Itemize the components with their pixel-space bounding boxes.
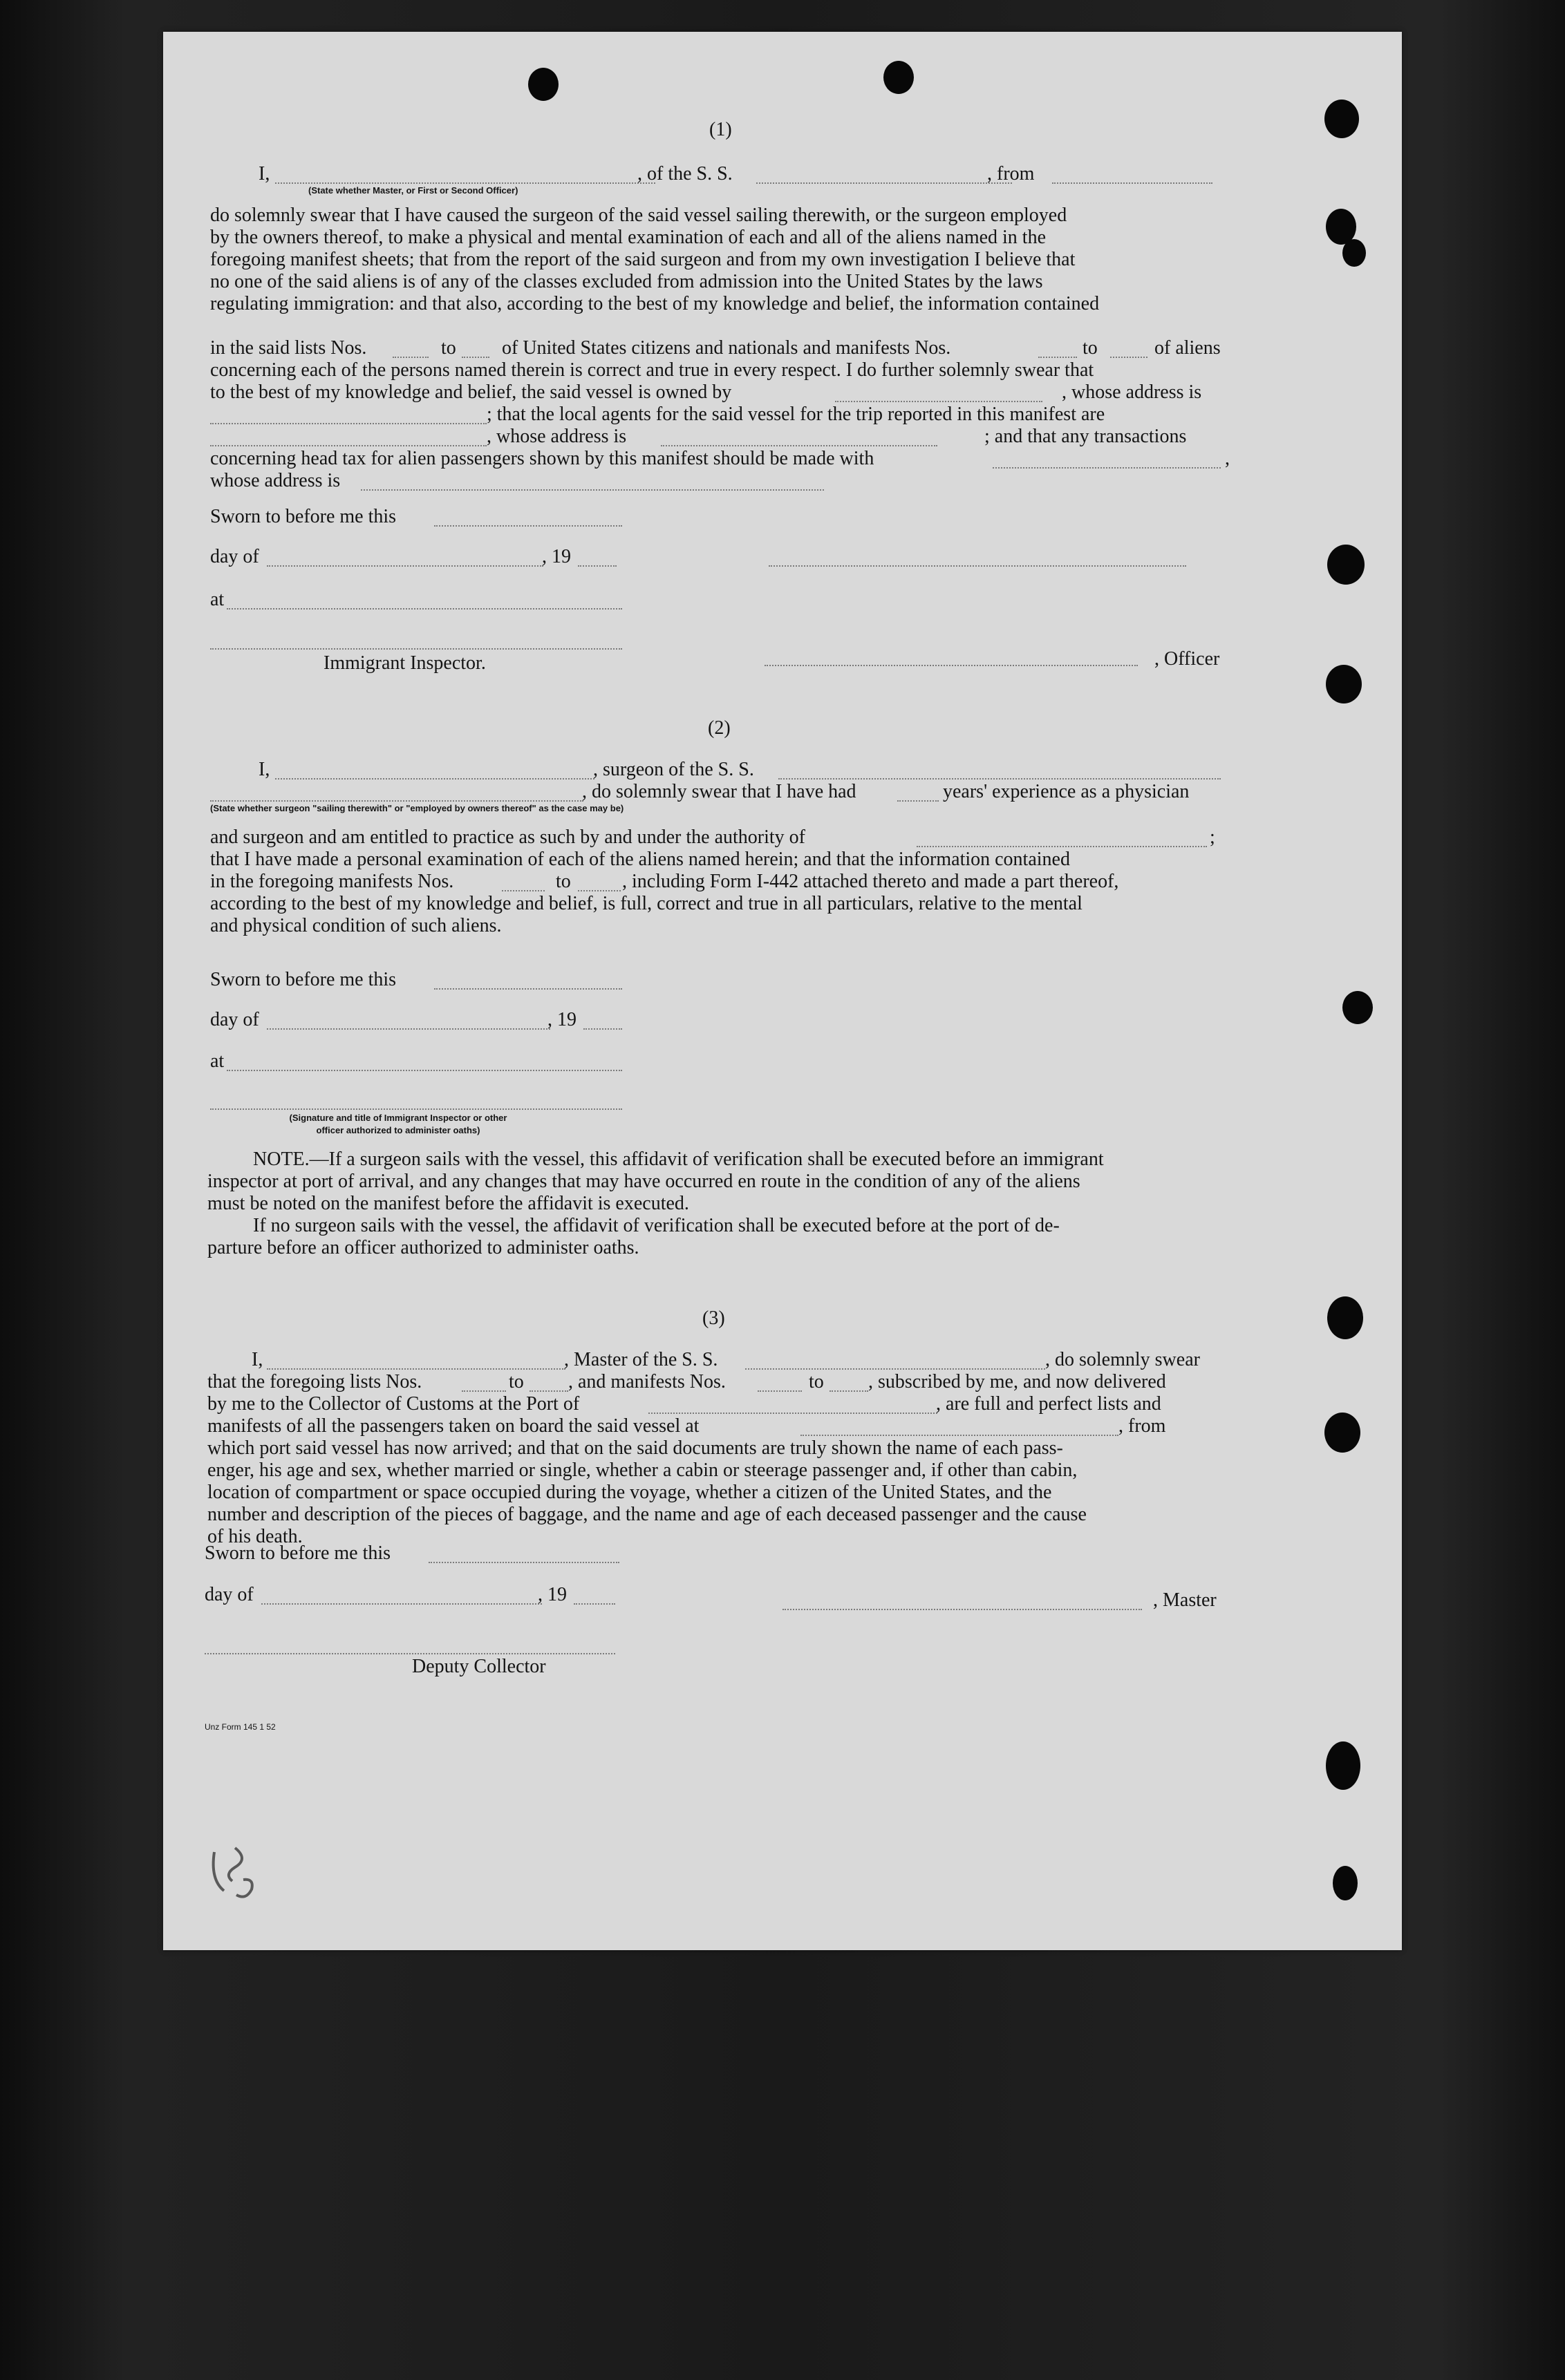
blank-field [648, 1413, 937, 1414]
blank-field [578, 565, 617, 567]
jurat-line: Sworn to before me this [210, 969, 397, 990]
blank-field [578, 890, 621, 891]
blank-field [434, 525, 622, 527]
oath-line: , [1225, 448, 1230, 469]
punch-hole [1326, 1741, 1360, 1790]
section-3-number: (3) [702, 1307, 725, 1329]
blank-field [917, 846, 1207, 847]
blank-field [210, 800, 583, 802]
oath-line: to [509, 1371, 524, 1392]
blank-field [210, 423, 487, 424]
oath-line: concerning each of the persons named therein is correct and true in every respect. I do further solemnly swear that [210, 359, 1094, 381]
punch-hole [1324, 100, 1359, 138]
oath-line: to [556, 871, 571, 892]
punch-hole [1327, 1296, 1363, 1339]
oath-line: ; [1210, 827, 1215, 848]
pencil-annotation [200, 1838, 277, 1914]
oath-line: that I have made a personal examination of each of the aliens named herein; and that the information contained [210, 849, 1070, 870]
oath-line: in the foregoing manifests Nos. [210, 871, 454, 892]
section-1-number: (1) [709, 119, 732, 140]
section-2-number: (2) [708, 717, 731, 739]
oath-line: ; and that any transactions [984, 426, 1187, 447]
oath-line: and physical condition of such aliens. [210, 915, 502, 936]
oath-line: to [1083, 337, 1098, 359]
oath-line: , whose address is [487, 426, 627, 447]
oath-line: , subscribed by me, and now delivered [868, 1371, 1166, 1392]
oath-line: , whose address is [1062, 381, 1202, 403]
blank-field [267, 1028, 550, 1030]
blank-field [462, 1390, 506, 1392]
field-caption: officer authorized to administer oaths) [316, 1125, 480, 1135]
jurat-line: Sworn to before me this [205, 1542, 391, 1564]
oath-line: , and manifests Nos. [568, 1371, 726, 1392]
blank-field [261, 1603, 542, 1605]
blank-field [758, 1390, 802, 1392]
oath-line: whose address is [210, 470, 341, 491]
note-line: must be noted on the manifest before the affidavit is executed. [207, 1193, 689, 1214]
oath-line: to [441, 337, 456, 359]
blank-field [502, 890, 545, 891]
punch-hole [1342, 239, 1366, 267]
oath-line: , do solemnly swear that I have had [582, 781, 856, 802]
blank-field [434, 988, 622, 990]
blank-field [1052, 182, 1212, 184]
blank-field [275, 778, 594, 780]
oath-line: no one of the said aliens is of any of the classes excluded from admission into the United States by the laws [210, 271, 1043, 292]
oath-line: , surgeon of the S. S. [593, 759, 754, 780]
blank-field [267, 1368, 565, 1370]
oath-line: of aliens [1154, 337, 1221, 359]
jurat-line: day of [205, 1584, 254, 1605]
oath-line: , including Form I-442 attached thereto and made a part thereof, [622, 871, 1119, 892]
oath-line: do solemnly swear that I have caused the surgeon of the said vessel sailing therewith, or the surgeon employed [210, 205, 1067, 226]
blank-field [583, 1028, 622, 1030]
oath-line: according to the best of my knowledge and belief, is full, correct and true in all particulars, relative to the mental [210, 893, 1083, 914]
note-line: parture before an officer authorized to administer oaths. [207, 1237, 639, 1258]
jurat-line: Sworn to before me this [210, 506, 397, 527]
oath-line: , do solemnly swear [1045, 1349, 1200, 1370]
oath-line: years' experience as a physician [943, 781, 1190, 802]
manifest-affidavit-page [163, 32, 1402, 1950]
oath-line: of United States citizens and nationals and manifests Nos. [502, 337, 951, 359]
blank-field [530, 1390, 568, 1392]
blank-field [574, 1603, 615, 1605]
signer-title: , Officer [1154, 648, 1220, 670]
blank-field [1110, 357, 1147, 358]
oath-line: location of compartment or space occupied during the voyage, whether a citizen of the United States, and the [207, 1482, 1052, 1503]
jurat-line: at [210, 1050, 225, 1072]
blank-field [267, 565, 543, 567]
signature-line [210, 648, 622, 650]
oath-line: which port said vessel has now arrived; and that on the said documents are truly shown the name of each pass- [207, 1437, 1063, 1459]
blank-field [756, 182, 1012, 184]
signature-line [210, 1108, 622, 1110]
blank-field [275, 182, 655, 184]
blank-field [661, 445, 937, 446]
punch-hole [883, 61, 914, 94]
oath-line: by me to the Collector of Customs at the Port of [207, 1393, 580, 1415]
blank-field [897, 800, 939, 802]
blank-field [778, 778, 1221, 780]
oath-line: to [809, 1371, 824, 1392]
oath-line: , from [1118, 1415, 1166, 1437]
blank-field [393, 357, 429, 358]
oath-line: and surgeon and am entitled to practice as such by and under the authority of [210, 827, 805, 848]
oath-line: in the said lists Nos. [210, 337, 367, 359]
jurat-line: at [210, 589, 225, 610]
punch-hole [1326, 665, 1362, 703]
oath-line: number and description of the pieces of baggage, and the name and age of each deceased passenger and the cause [207, 1504, 1087, 1525]
oath-line: I, [259, 759, 270, 780]
blank-field [429, 1562, 619, 1563]
oath-line: enger, his age and sex, whether married or single, whether a cabin or steerage passenger and, if other than cabin, [207, 1460, 1078, 1481]
note-line: NOTE.—If a surgeon sails with the vessel, this affidavit of verification shall be executed before an immigrant [253, 1149, 1104, 1170]
field-caption: (State whether surgeon "sailing therewith" or "employed by owners thereof" as the case may be) [210, 803, 624, 813]
oath-line: foregoing manifest sheets; that from the report of the said surgeon and from my own investigation I believe that [210, 249, 1076, 270]
oath-line: concerning head tax for alien passengers shown by this manifest should be made with [210, 448, 874, 469]
oath-line: ; that the local agents for the said vessel for the trip reported in this manifest are [487, 404, 1105, 425]
oath-line: I, [252, 1349, 263, 1370]
oath-line: , are full and perfect lists and [936, 1393, 1161, 1415]
blank-field [361, 489, 824, 491]
oath-line: , Master of the S. S. [564, 1349, 718, 1370]
punch-hole [1342, 991, 1373, 1024]
oath-line: , of the S. S. [637, 163, 733, 185]
punch-hole [1324, 1413, 1360, 1453]
blank-field [993, 467, 1221, 469]
blank-field [462, 357, 489, 358]
oath-line: of his death. [207, 1526, 303, 1547]
blank-field [745, 1368, 1045, 1370]
oath-line: , from [987, 163, 1035, 185]
blank-field [227, 1070, 622, 1071]
blank-field [227, 608, 622, 610]
note-line: If no surgeon sails with the vessel, the affidavit of verification shall be executed before at the port of de- [253, 1215, 1060, 1236]
signature-line [205, 1653, 615, 1654]
oath-line: by the owners thereof, to make a physical and mental examination of each and all of the aliens named in the [210, 227, 1047, 248]
signer-title: , Master [1153, 1589, 1217, 1611]
note-line: inspector at port of arrival, and any changes that may have occurred en route in the condition of any of the aliens [207, 1171, 1080, 1192]
signature-line [782, 1609, 1142, 1610]
punch-hole [1327, 545, 1365, 585]
oath-line: manifests of all the passengers taken on board the said vessel at [207, 1415, 700, 1437]
field-caption: (State whether Master, or First or Second Officer) [308, 185, 518, 196]
jurat-line: , 19 [547, 1009, 577, 1030]
signer-title: Immigrant Inspector. [324, 652, 486, 674]
jurat-line: , 19 [542, 546, 571, 567]
blank-field [800, 1435, 1118, 1436]
form-number: Unz Form 145 1 52 [205, 1722, 276, 1732]
punch-hole [528, 68, 559, 101]
oath-line: I, [259, 163, 270, 185]
blank-field [1038, 357, 1077, 358]
blank-field [835, 401, 1042, 402]
jurat-line: , 19 [538, 1584, 567, 1605]
oath-line: to the best of my knowledge and belief, the said vessel is owned by [210, 381, 732, 403]
blank-field [210, 445, 487, 446]
oath-line: that the foregoing lists Nos. [207, 1371, 422, 1392]
jurat-line: day of [210, 1009, 259, 1030]
signature-line [765, 665, 1138, 666]
blank-field [830, 1390, 868, 1392]
punch-hole [1333, 1866, 1358, 1900]
oath-line: regulating immigration: and that also, according to the best of my knowledge and belief, the information contained [210, 293, 1100, 314]
signature-line [769, 565, 1186, 567]
jurat-line: day of [210, 546, 259, 567]
signer-title: Deputy Collector [412, 1656, 546, 1677]
field-caption: (Signature and title of Immigrant Inspector or other [289, 1113, 507, 1123]
